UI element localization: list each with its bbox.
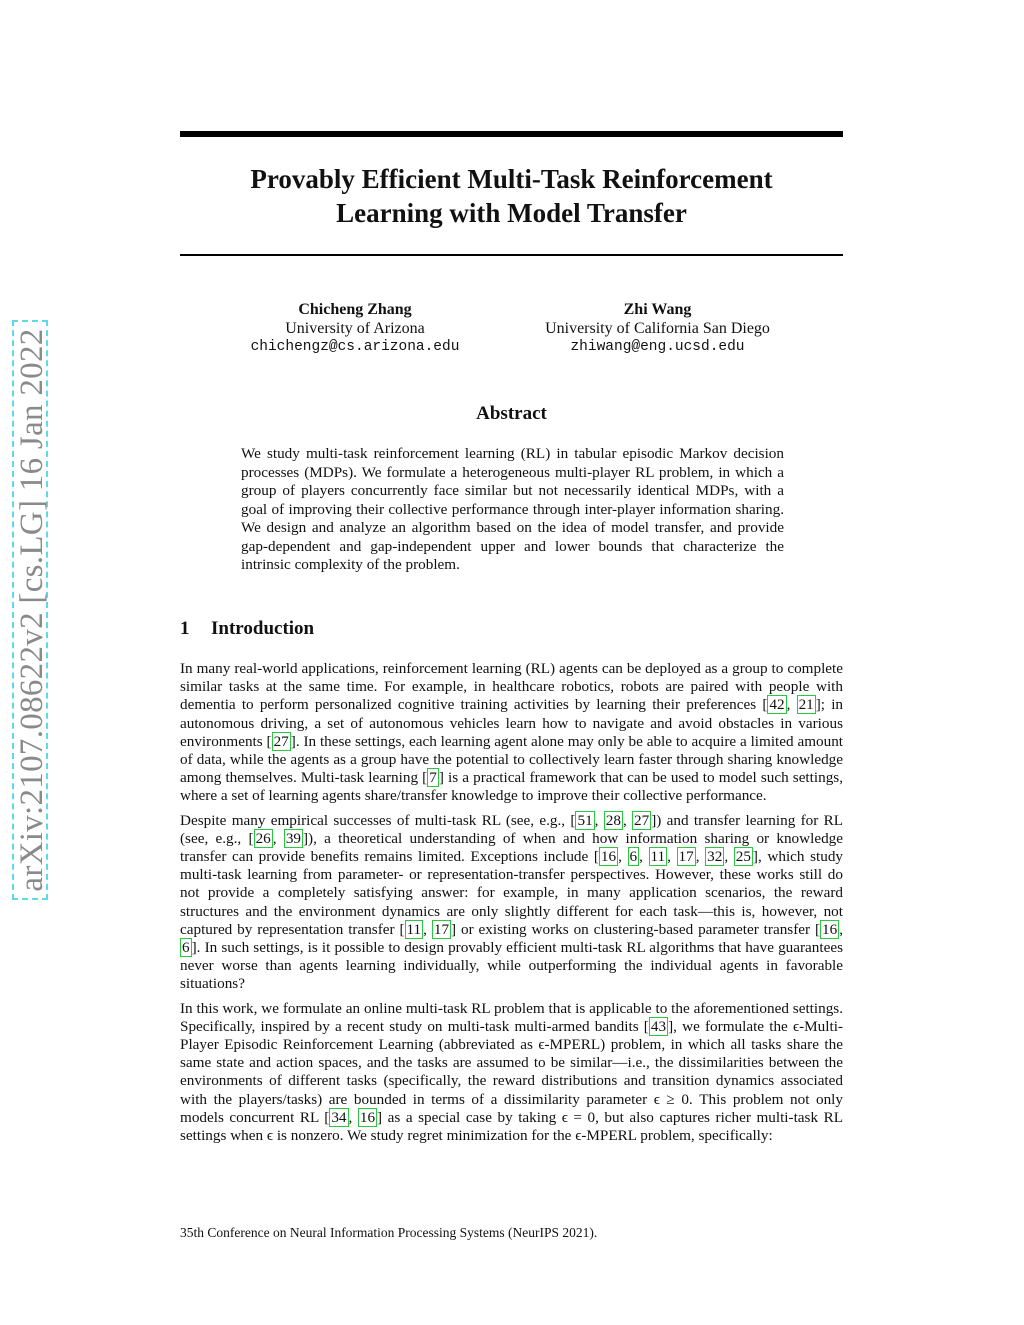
citation-link[interactable]: 16 xyxy=(822,920,838,938)
paragraph-1 xyxy=(180,660,843,806)
citation-link[interactable]: 17 xyxy=(678,848,694,866)
text-run: , xyxy=(695,848,706,866)
author-affiliation: University of Arizona xyxy=(285,320,425,337)
text-run: ]. In these settings, each learning agent alone may only be able to acquire a limited amount of data, while the agents as a group have the potential to collectively learn faster through sharing knowledge among themselves. Multi-task learning [ xyxy=(180,732,844,787)
author-email: zhiwang@eng.ucsd.edu xyxy=(570,339,745,355)
arxiv-stamp: arXiv:2107.08622v2 [cs.LG] 16 Jan 2022 xyxy=(12,320,48,900)
text-run: , xyxy=(786,696,797,714)
text-run: ]; in autonomous driving, a set of autonomous vehicles learn how to navigate and avoid obstacles in various environments [ xyxy=(180,696,844,750)
citation-link[interactable]: 6 xyxy=(629,848,638,866)
citation-link[interactable]: 27 xyxy=(634,811,650,829)
section-number: 1 xyxy=(180,618,190,639)
citation-link[interactable]: 25 xyxy=(735,848,751,866)
citation-link[interactable]: 43 xyxy=(650,1017,667,1035)
text-run: ], we formulate the ϵ-Multi-Player Episodic Reinforcement Learning (abbreviated as ϵ-MPERL) problem, in which all tasks share the same state and action spaces, and the tasks are assumed to be similar—i.e., the dissimilarities between the environments of different tasks (specifically, the reward distributions and transition dynamics associated with the players/tasks) are bounded in terms of a dissimilarity parameter ϵ ≥ 0. This problem not only models concurrent RL [ xyxy=(180,1017,843,1126)
paper-title xyxy=(180,162,843,230)
text-run: , xyxy=(618,848,628,866)
citation-link[interactable]: 17 xyxy=(433,920,450,938)
text-run: , xyxy=(724,848,734,866)
citation-link[interactable]: 34 xyxy=(331,1108,347,1126)
citation-link[interactable]: 11 xyxy=(406,920,422,938)
text-run: , xyxy=(348,1108,358,1126)
author-affiliation: University of California San Diego xyxy=(545,320,770,337)
citation-link[interactable]: 11 xyxy=(650,848,666,866)
text-run: , xyxy=(622,811,633,829)
conference-footer: 35th Conference on Neural Information Processing Systems (NeurIPS 2021). xyxy=(180,1225,598,1240)
text-run: In this work, we formulate an online multi-task RL problem that is applicable to the aforementioned settings. Specifically, inspired by a recent study on multi-task multi-armed bandits [ xyxy=(180,999,843,1035)
citation-link[interactable]: 16 xyxy=(600,848,617,866)
author-name: Chicheng Zhang xyxy=(298,301,412,318)
title-top-rule xyxy=(180,131,843,137)
text-run: ] as a special case by taking ϵ = 0, but also captures richer multi-task RL settings when ϵ is nonzero. We study regret minimization for the ϵ-MPERL problem, specifically: xyxy=(180,1108,843,1145)
citation-link[interactable]: 6 xyxy=(182,939,190,957)
text-run: ], which study multi-task learning from parameter- or representation-transfer perspectives. However, these works still do not provide a completely satisfying answer: for example, in many application scenarios, the reward structures and the environment dynamics are only slightly different for each task—this is, however, not captured by representation transfer [ xyxy=(180,848,844,938)
abstract-text: We study multi-task reinforcement learning (RL) in tabular episodic Markov decision processes (MDPs). We formulate a heterogeneous multi-player RL problem, in which a group of players concurrently face similar but not necessarily identical MDPs, with a goal of improving their collective performance through inter-player information sharing. We design and analyze an algorithm based on the idea of model transfer, and provide gap-dependent and gap-independent upper and lower bounds that characterize the intrinsic complexity of the problem. xyxy=(241,445,784,573)
text-run: ] or existing works on clustering-based parameter transfer [ xyxy=(451,920,821,938)
citation-link[interactable]: 21 xyxy=(798,696,814,714)
citation-link[interactable]: 7 xyxy=(429,769,437,787)
text-run: , xyxy=(423,920,432,938)
author-email: chichengz@cs.arizona.edu xyxy=(250,339,460,355)
title-line-2: Learning with Model Transfer xyxy=(336,198,687,228)
text-run: , xyxy=(594,811,604,829)
citation-link[interactable]: 32 xyxy=(707,848,723,866)
citation-link[interactable]: 42 xyxy=(769,696,785,714)
author-name: Zhi Wang xyxy=(623,301,692,318)
citation-link[interactable]: 51 xyxy=(577,811,593,829)
citation-link[interactable]: 39 xyxy=(285,829,301,847)
citation-link[interactable]: 16 xyxy=(359,1108,376,1126)
citation-link[interactable]: 28 xyxy=(605,811,621,829)
text-run: , xyxy=(272,829,284,847)
author-block-1 xyxy=(230,300,480,357)
section-title: Introduction xyxy=(211,618,315,639)
text-run: Despite many empirical successes of multi-task RL (see, e.g., [ xyxy=(180,811,576,829)
text-run: ]. In such settings, is it possible to design provably efficient multi-task RL algorithms that have guarantees never worse than agents learning individually, while outperforming the individual agents in favorable situations? xyxy=(180,939,843,993)
title-line-1: Provably Efficient Multi-Task Reinforcement xyxy=(250,164,773,194)
title-bottom-rule xyxy=(180,254,843,256)
text-run: ]) and transfer learning for RL (see, e.g., [ xyxy=(180,811,843,847)
text-run: ] is a practical framework that can be used to model such settings, where a set of learning agents share/transfer knowledge to improve their collective performance. xyxy=(180,769,843,805)
text-run: , xyxy=(639,848,649,866)
citation-link[interactable]: 26 xyxy=(255,829,271,847)
citation-link[interactable]: 27 xyxy=(273,732,289,750)
abstract-heading: Abstract xyxy=(476,403,547,424)
text-run: ]), a theoretical understanding of when and how information sharing or knowledge transfer can provide benefits remains limited. Exceptions include [ xyxy=(180,829,844,866)
text-run: , xyxy=(667,848,677,866)
section-heading-introduction xyxy=(180,618,314,640)
text-run: , xyxy=(839,920,844,938)
introduction-body xyxy=(180,660,843,1151)
paragraph-3 xyxy=(180,1000,843,1146)
author-block-2 xyxy=(525,300,790,357)
paragraph-2 xyxy=(180,812,843,994)
text-run: In many real-world applications, reinforcement learning (RL) agents can be deployed as a group to complete similar tasks at the same time. For example, in healthcare robotics, robots are paired with people with dementia to perform personalized cognitive training activities by learning their preferences [ xyxy=(180,660,843,714)
